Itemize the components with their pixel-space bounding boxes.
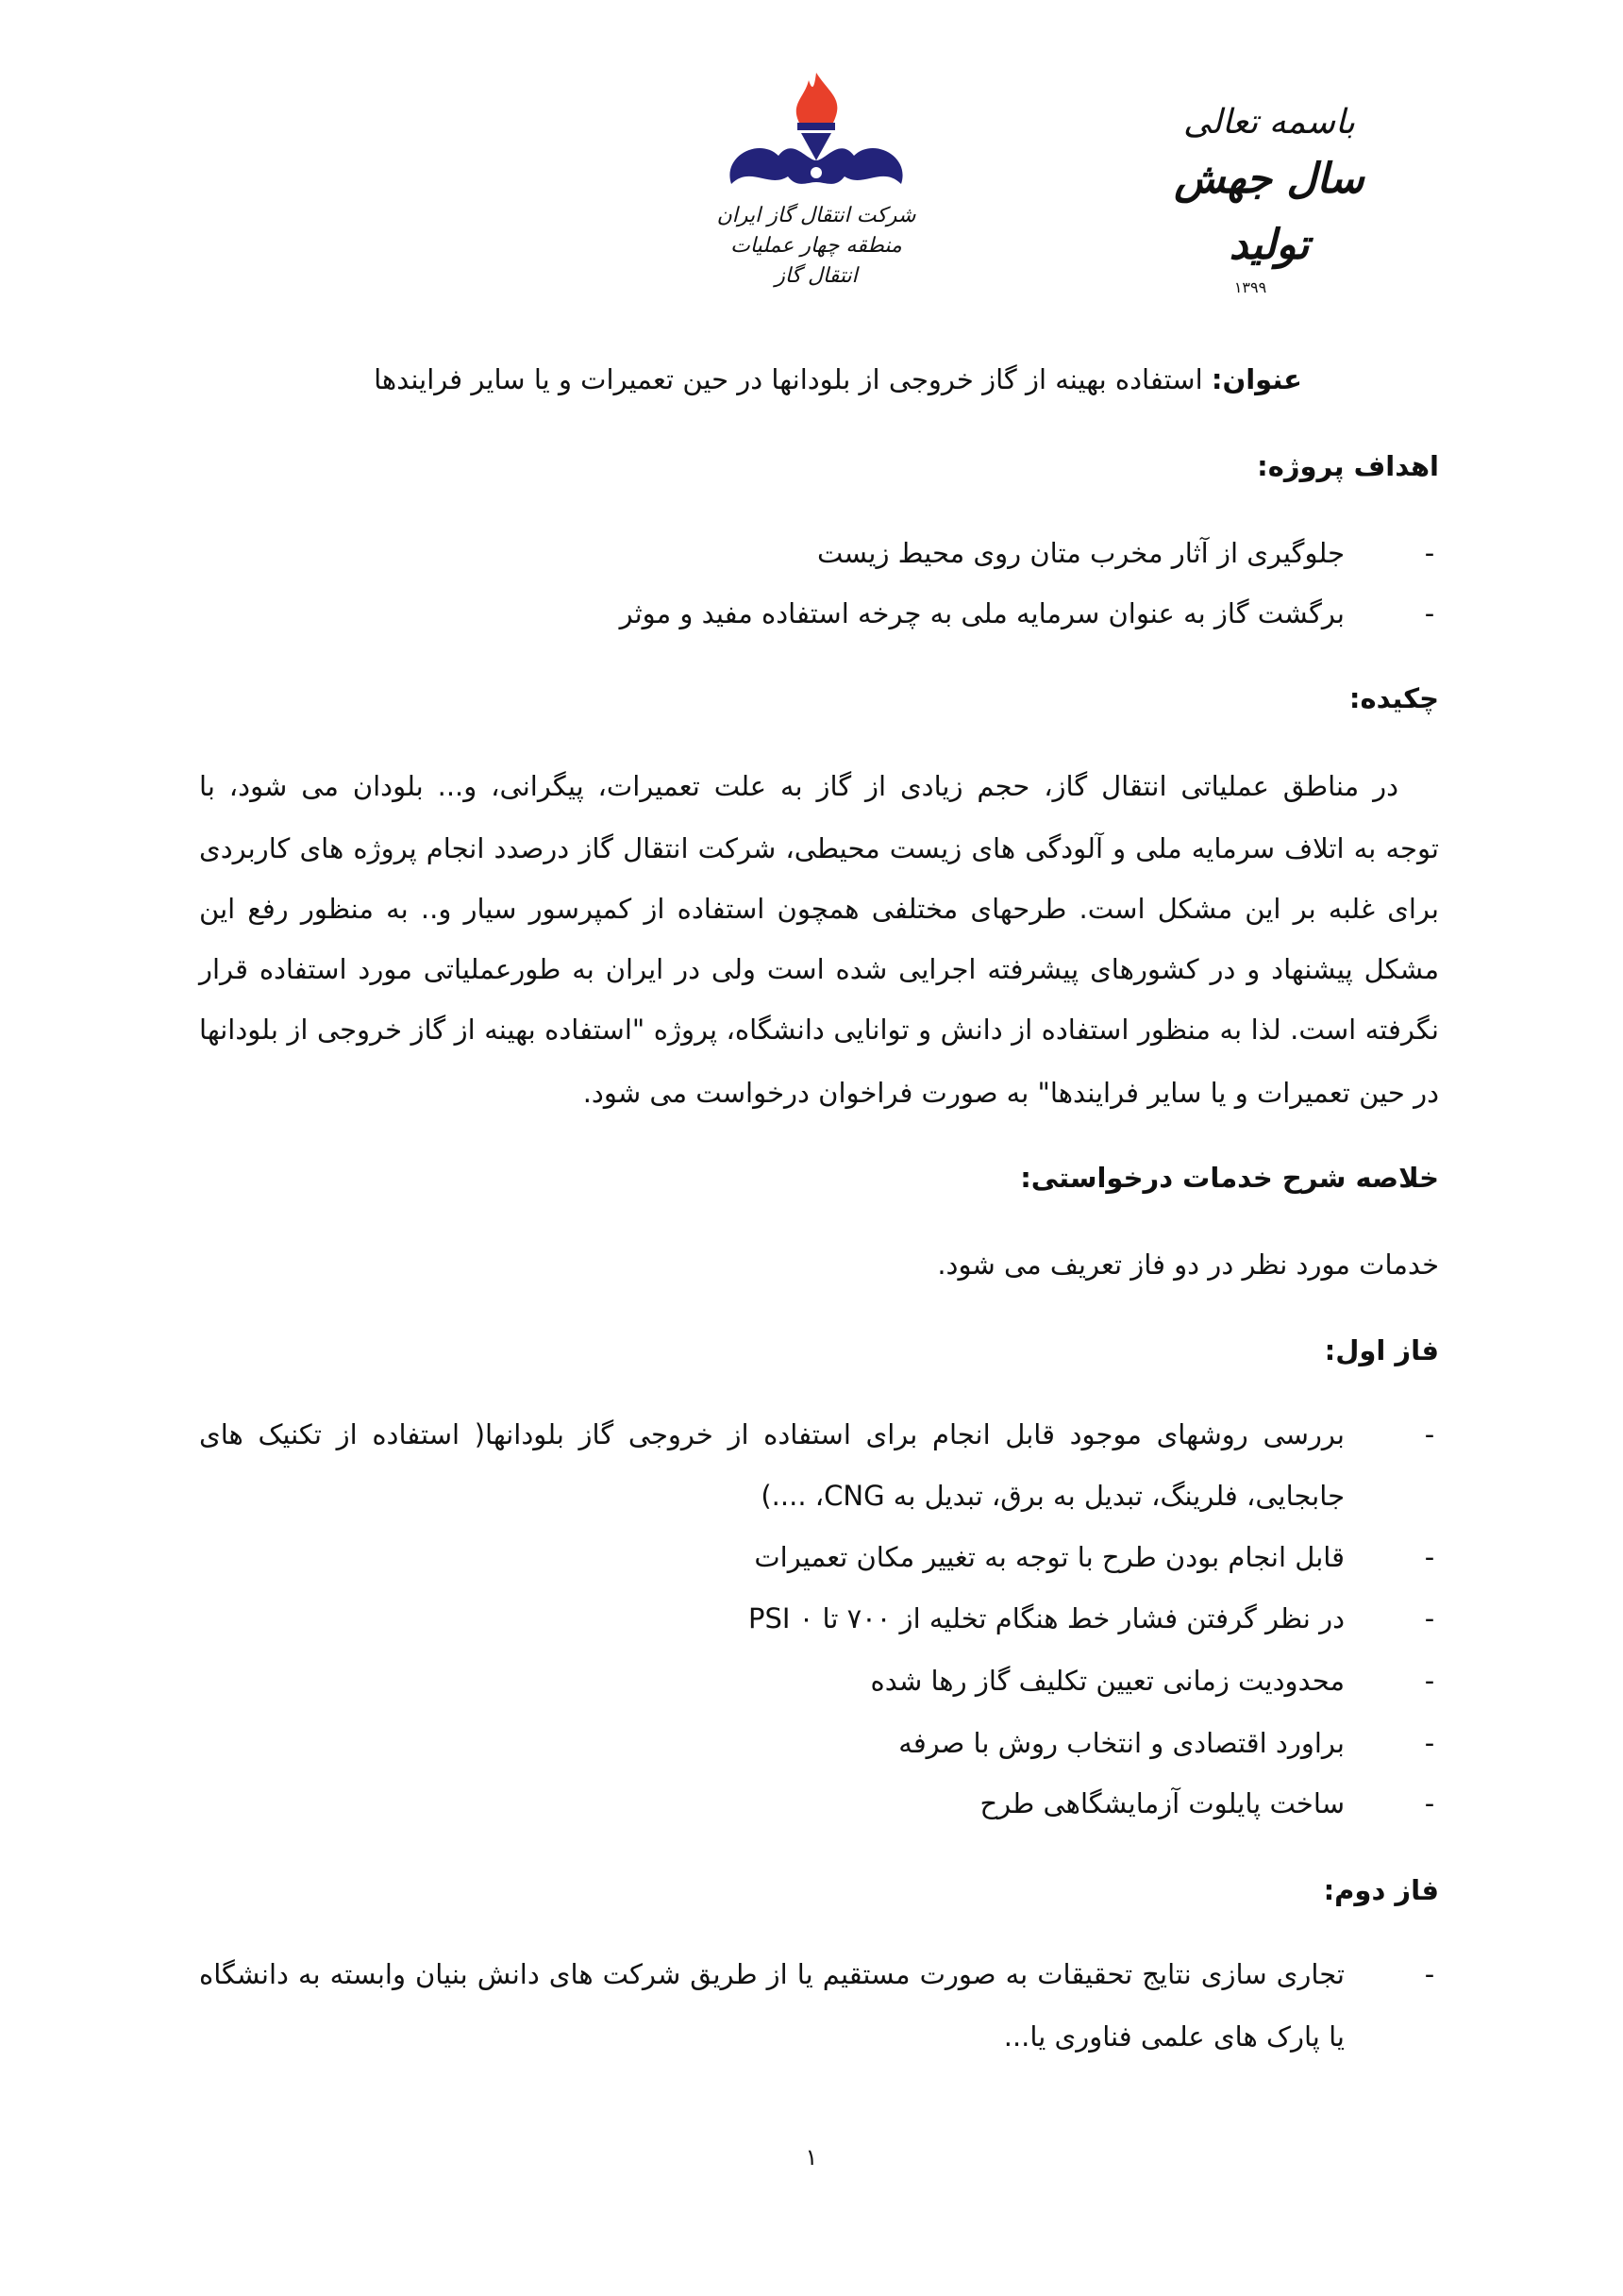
bullet-dash: - — [1424, 537, 1435, 569]
abstract-heading: چکیده: — [1348, 682, 1439, 714]
abstract-line: در مناطق عملیاتی انتقال گاز، حجم زیادی از گاز به علت تعمیرات، پیگرانی، و... بلودان می شود، با — [199, 770, 1398, 802]
year-slogan: سال جهش تولید — [1174, 155, 1364, 269]
company-name: شرکت انتقال گاز ایران — [716, 204, 916, 227]
services-intro: خدمات مورد نظر در دو فاز تعریف می شود. — [937, 1249, 1439, 1281]
bullet-dash: - — [1424, 597, 1435, 629]
phase1-item — [199, 1416, 1439, 1453]
company-logo — [703, 71, 929, 288]
phase1-item-text: محدودیت زمانی تعیین تکلیف گاز رها شده — [870, 1665, 1345, 1697]
phase1-item — [307, 1538, 1439, 1576]
abstract-line: توجه به اتلاف سرمایه ملی و آلودگی های زیست محیطی، شرکت انتقال گاز درصدد انجام پروژه های کاربردی — [199, 832, 1439, 864]
bullet-dash: - — [1424, 1787, 1435, 1819]
phase1-item-text: بررسی روشهای موجود قابل انجام برای استفاده از خروجی گاز بلودانها( استفاده از تکنیک های — [199, 1418, 1345, 1450]
goal-item — [307, 595, 1439, 632]
year-slogan-calligraphy — [1146, 99, 1392, 296]
abstract-line: در حین تعمیرات و یا سایر فرایندها" به صورت فراخوان درخواست می شود. — [582, 1077, 1439, 1109]
abstract-line: مشکل پیشنهاد و در کشورهای پیشرفته اجرایی شده است ولی در ایران به طورعملیاتی مورد استفاده قرار — [199, 953, 1439, 985]
abstract-line: برای غلبه بر این مشکل است. طرحهای مختلفی همچون استفاده از کمپرسور سیار و.. به منظور رفع این — [199, 893, 1439, 925]
phase1-item-continuation: جابجایی، فلرینگ، تبدیل به برق، تبدیل به CNG، ....) — [761, 1480, 1345, 1512]
phase2-item — [199, 1955, 1439, 1993]
basmeh-taala: باسمه تعالی — [1182, 103, 1356, 142]
phase1-item — [307, 1662, 1439, 1700]
title-text: استفاده بهینه از گاز خروجی از بلودانها در حین تعمیرات و یا سایر فرایندها — [374, 363, 1203, 395]
goal-text: برگشت گاز به عنوان سرمایه ملی به چرخه استفاده مفید و موثر — [619, 597, 1345, 629]
phase1-item — [307, 1724, 1439, 1762]
phase1-item-text: در نظر گرفتن فشار خط هنگام تخلیه از ۷۰۰ تا ۰ PSI — [748, 1602, 1345, 1634]
phase1-item-text: قابل انجام بودن طرح با توجه به تغییر مکان تعمیرات — [754, 1541, 1345, 1573]
bullet-dash: - — [1424, 1958, 1435, 1990]
goal-text: جلوگیری از آثار مخرب متان روی محیط زیست — [817, 537, 1345, 569]
goals-heading: اهداف پروژه: — [1257, 450, 1439, 482]
abstract-line: نگرفته است. لذا به منظور استفاده از دانش و توانایی دانشگاه، پروژه "استفاده بهینه از گاز خروجی از بلودانها — [199, 1014, 1439, 1046]
bullet-dash: - — [1424, 1665, 1435, 1697]
goal-item — [307, 534, 1439, 572]
bullet-dash: - — [1424, 1602, 1435, 1634]
phase2-heading: فاز دوم: — [1323, 1874, 1439, 1906]
phase1-item-text: ساخت پایلوت آزمایشگاهی طرح — [979, 1787, 1345, 1819]
title-label: عنوان: — [1211, 363, 1302, 395]
document-title — [374, 360, 1302, 398]
phase1-item — [307, 1785, 1439, 1822]
phase1-item — [307, 1600, 1439, 1637]
services-heading: خلاصه شرح خدمات درخواستی: — [1020, 1162, 1439, 1194]
flame-emblem-icon — [703, 71, 929, 193]
slogan-year: ۱۳۹۹ — [1233, 278, 1267, 296]
region-name: منطقه چهار عملیات انتقال گاز — [730, 234, 902, 288]
bullet-dash: - — [1424, 1418, 1435, 1450]
phase2-item-text: تجاری سازی نتایج تحقیقات به صورت مستقیم یا از طریق شرکت های دانش بنیان وابسته به دانشگاه — [199, 1958, 1345, 1990]
phase1-item-text: براورد اقتصادی و انتخاب روش با صرفه — [898, 1727, 1345, 1759]
phase2-item-continuation: یا پارک های علمی فناوری یا... — [1003, 2020, 1345, 2053]
phase1-heading: فاز اول: — [1324, 1334, 1439, 1366]
bullet-dash: - — [1424, 1541, 1435, 1573]
page-number: ۱ — [805, 2144, 818, 2170]
bullet-dash: - — [1424, 1727, 1435, 1759]
